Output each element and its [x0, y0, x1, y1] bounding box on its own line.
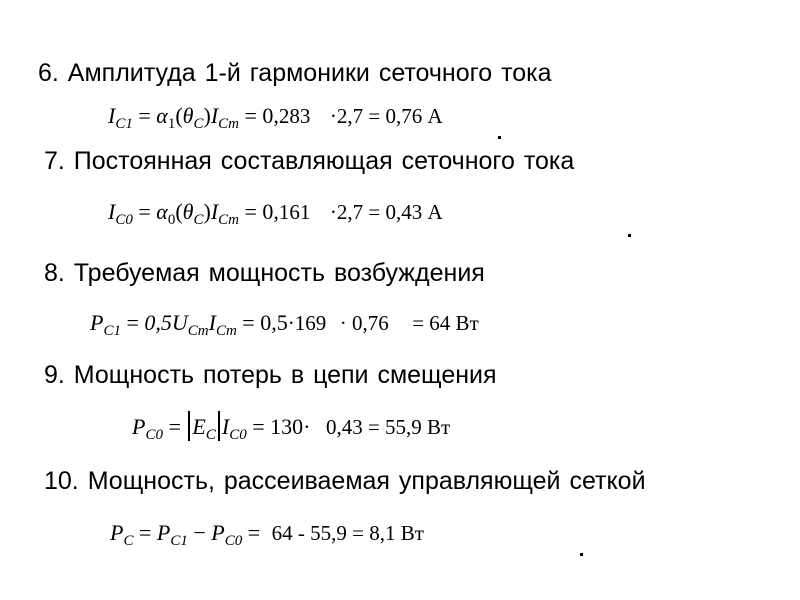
- formula-var: I: [108, 103, 116, 128]
- formula-calc: 64 - 55,9 = 8,1 Вт: [271, 521, 424, 545]
- formula-sub: C: [205, 427, 216, 443]
- formula-coef: α: [156, 103, 168, 128]
- dot-mark: [580, 553, 583, 556]
- formula-sub: C: [193, 116, 204, 132]
- heading-item-9: 9. Мощность потерь в цепи смещения: [44, 361, 497, 389]
- heading-item-10: 10. Мощность, рассеиваемая управляющей сеткой: [44, 467, 646, 495]
- formula-item-9: $P_{C0} = E_C$ $I_{C0} = 130\cdot 0,43 = 55,9$ Вт: [132, 411, 450, 442]
- formula-sub: C0: [229, 427, 247, 443]
- formula-var: P: [90, 310, 104, 335]
- formula-factor: I: [210, 103, 219, 128]
- formula-calc: 0,43 = 55,9 Вт: [325, 415, 451, 439]
- formula-value: 0,5: [260, 310, 288, 335]
- formula-sub: C0: [145, 427, 163, 443]
- formula-sub: Cm: [218, 116, 239, 132]
- formula-term2: P: [211, 520, 225, 545]
- abs-bar-right: [218, 411, 220, 441]
- formula-coef: α: [156, 199, 168, 224]
- formula-term1: P: [156, 520, 171, 545]
- formula-sub: Cm: [187, 323, 209, 339]
- formula-sub: C1: [103, 323, 121, 339]
- formula-value: 0,: [262, 103, 279, 128]
- formula-value-mid: ·169: [287, 311, 327, 335]
- abs-bar-left: [188, 411, 190, 441]
- formula-value-tail: 283: [278, 104, 311, 128]
- formula-value-mid2: · 0,76: [339, 311, 389, 335]
- dot-mark: [498, 136, 501, 139]
- formula-calc: ·2,7 = 0,76 А: [329, 104, 443, 128]
- formula-value: 130·: [270, 414, 311, 439]
- heading-item-7: 7. Постоянная составляющая сеточного тока: [44, 147, 575, 175]
- formula-value: 0,: [262, 199, 279, 224]
- formula-item-8: $P_{C1} = 0,5U_{Cm}I_{Cm} = 0,5\cdot 169 \cdot 0,76 = 64$ Вт: [90, 310, 479, 339]
- formula-var: I: [108, 199, 116, 224]
- formula-theta: θ: [182, 103, 194, 128]
- formula-coef: 0,5U: [144, 310, 188, 335]
- formula-sub: C1: [170, 533, 188, 549]
- formula-sub: C: [123, 533, 134, 549]
- formula-item-10: $P_C = P_{C1} - P_{C0} = 64 - 55,9 = 8,1$ Вт: [110, 520, 424, 549]
- formula-sub: C: [193, 212, 204, 228]
- formula-calc: = 64 Вт: [412, 311, 479, 335]
- formula-sub: C0: [115, 212, 133, 228]
- formula-coef: E: [192, 414, 206, 439]
- formula-sub: 0: [167, 212, 176, 228]
- formula-factor: I: [208, 310, 216, 335]
- formula-sub: C1: [115, 116, 133, 132]
- formula-var: P: [132, 414, 146, 439]
- formula-factor: I: [221, 414, 230, 439]
- formula-item-7: $I_{C0} = \alpha_0(\theta_C)I_{Cm} = 0,161 \cdot 2,7 = 0,43$ А: [108, 199, 443, 228]
- formula-sub: 1: [167, 116, 176, 132]
- formula-calc: ·2,7 = 0,43 А: [329, 200, 443, 224]
- heading-item-8: 8. Требуемая мощность возбуждения: [44, 259, 485, 287]
- formula-factor: I: [210, 199, 219, 224]
- dot-mark: [628, 234, 631, 237]
- formula-var: P: [110, 520, 124, 545]
- formula-theta: θ: [182, 199, 194, 224]
- formula-sub: C0: [224, 533, 243, 549]
- formula-sub: Cm: [218, 212, 239, 228]
- heading-item-6: 6. Амплитуда 1-й гармоники сеточного тока: [38, 59, 552, 87]
- formula-item-6: $I_{C1} = \alpha_1(\theta_C)I_{Cm} = 0,283 \cdot 2,7 = 0,76$ А: [108, 103, 443, 132]
- formula-value-tail: 161: [278, 200, 311, 224]
- formula-sub: Cm: [215, 323, 237, 339]
